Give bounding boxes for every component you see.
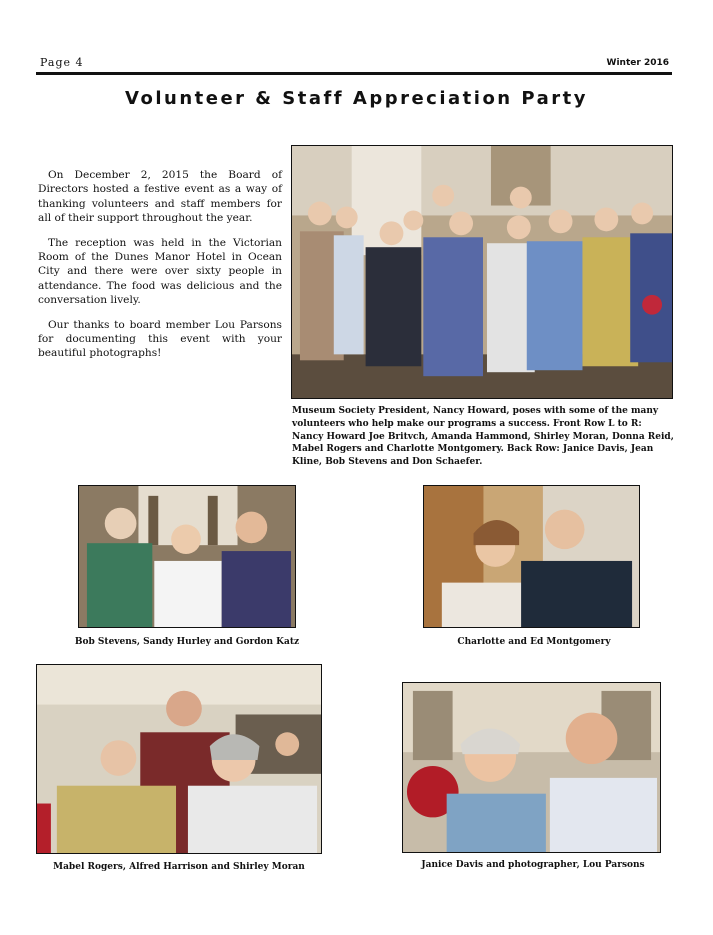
trio-photo-2	[36, 664, 322, 854]
paragraph: On December 2, 2015 the Board of Directors hosted a festive event as a way of thanking volunteers and staff members for all of their support throughout the year.	[38, 169, 282, 225]
duo-photo-caption: Janice Davis and photographer, Lou Parsons	[421, 860, 645, 870]
couple-photo	[423, 485, 640, 628]
header-rule	[36, 72, 672, 75]
group-photo-caption: Museum Society President, Nancy Howard, poses with some of the many volunteers who help make our programs a success. Front Row L to R: Nancy Howard Joe Britvch, Amanda Hammond, Shirley Moran, Donna Reid, Mabel Rogers and Charlotte Montgomery. Back Row: Janice Davis, Jean Kline, Bob Stevens and Don Schaefer.	[292, 406, 674, 468]
paragraph: The reception was held in the Victorian Room of the Dunes Manor Hotel in Ocean City and there were over sixty people in attendance. The food was delicious and the conversation lively.	[38, 236, 282, 307]
couple-photo-caption: Charlotte and Ed Montgomery	[457, 637, 611, 647]
paragraph: Our thanks to board member Lou Parsons for documenting this event with your beautiful photographs!	[38, 318, 282, 360]
trio-photo-2-caption: Mabel Rogers, Alfred Harrison and Shirley Moran	[53, 862, 305, 872]
trio-photo-1-caption: Bob Stevens, Sandy Hurley and Gordon Katz	[74, 637, 300, 647]
group-photo	[291, 145, 673, 399]
article-title: Volunteer & Staff Appreciation Party	[125, 88, 588, 109]
page-number: Page 4	[40, 56, 84, 69]
duo-photo	[402, 682, 661, 853]
trio-photo-1	[78, 485, 296, 628]
issue-label: Winter 2016	[606, 58, 669, 68]
article-body	[38, 168, 282, 371]
